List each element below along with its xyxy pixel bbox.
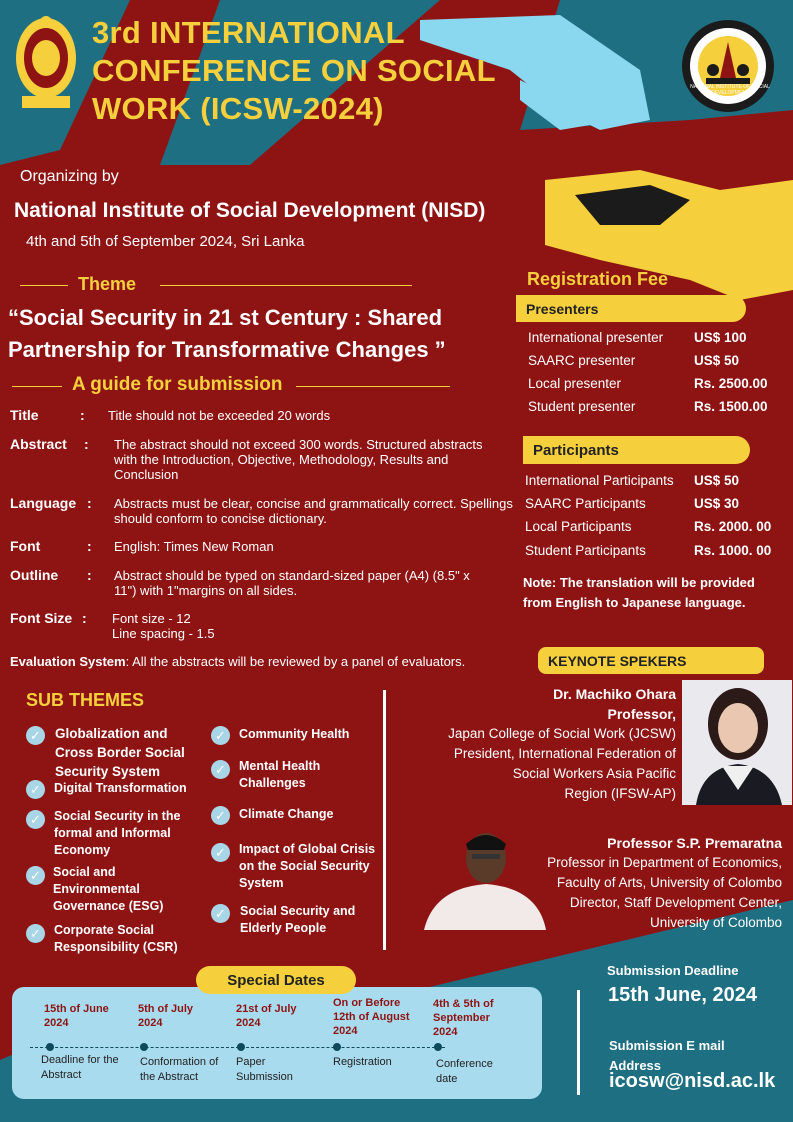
keynote-pill: KEYNOTE SPEKERS	[538, 647, 764, 674]
speaker-2-name: Professor S.P. Premaratna	[607, 835, 782, 851]
divider	[296, 386, 450, 387]
submission-email-link[interactable]: icosw@nisd.ac.lk	[609, 1070, 776, 1092]
timeline-dot	[140, 1043, 148, 1051]
fee-value: US$ 50	[694, 353, 740, 368]
guide-row-label: Font	[10, 538, 41, 554]
speaker-1	[400, 684, 676, 804]
timeline-dot	[333, 1043, 341, 1051]
speaker-1-title: Professor,	[607, 706, 676, 722]
participants-pill: Participants	[523, 436, 750, 464]
timeline-date: 5th of July 2024	[138, 1003, 194, 1029]
fee-value: Rs. 1500.00	[694, 399, 768, 414]
timeline-label: Conformation of the Abstract	[140, 1056, 219, 1083]
submission-email-label: Submission E mail Address	[609, 1038, 725, 1073]
guide-row-text: The abstract should not exceed 300 words. Structured abstracts with the Introduction, Objective, Methodology, Results and Conclusion	[114, 437, 483, 482]
sub-theme-item: Mental Health Challenges	[239, 759, 321, 790]
guide-row-text: English: Times New Roman	[114, 539, 274, 554]
speaker-1-name: Dr. Machiko Ohara	[553, 686, 676, 702]
check-icon: ✓	[26, 866, 45, 885]
submission-deadline-label: Submission Deadline	[607, 963, 739, 978]
theme-label: Theme	[78, 274, 137, 294]
registration-title: Registration Fee	[527, 269, 669, 289]
fee-name: Student presenter	[528, 399, 636, 414]
fee-value: US$ 50	[694, 473, 740, 488]
guide-row-label: Abstract	[10, 436, 67, 452]
timeline-date: 21st of July 2024	[236, 1003, 297, 1029]
sub-theme-item: Social Security in the formal and Informal Economy	[54, 809, 181, 857]
check-icon: ✓	[211, 806, 230, 825]
evaluation-text: : All the abstracts will be reviewed by a panel of evaluators.	[125, 654, 466, 669]
nisd-logo-icon	[680, 18, 776, 114]
check-icon: ✓	[26, 924, 45, 943]
divider	[160, 285, 412, 286]
fee-value: US$ 100	[694, 330, 747, 345]
guide-row-colon: :	[87, 567, 92, 583]
fee-value: US$ 30	[694, 496, 740, 511]
guide-row-label: Language	[10, 495, 77, 511]
speaker-1-line: Region (IFSW-AP)	[564, 786, 676, 801]
presenters-pill: Presenters	[516, 295, 746, 322]
timeline-label: Paper Submission	[236, 1056, 293, 1083]
timeline-dot	[237, 1043, 245, 1051]
timeline-date: 4th & 5th of September 2024	[433, 998, 494, 1038]
fee-name: Local presenter	[528, 376, 622, 391]
sub-theme-item: Digital Transformation	[54, 781, 187, 795]
check-icon: ✓	[26, 726, 45, 745]
divider	[12, 386, 62, 387]
fee-value: Rs. 2500.00	[694, 376, 768, 391]
organizer-name: National Institute of Social Development (NISD)	[14, 199, 486, 222]
check-icon: ✓	[211, 843, 230, 862]
speaker-1-line: Japan College of Social Work (JCSW)	[448, 726, 676, 741]
theme-text: “Social Security in 21 st Century : Shared Partnership for Transformative Changes ”	[8, 305, 446, 362]
sub-theme-item: Corporate Social Responsibility (CSR)	[54, 923, 178, 954]
check-icon: ✓	[211, 760, 230, 779]
check-icon: ✓	[26, 810, 45, 829]
guide-row-text: Abstracts must be clear, concise and grammatically correct. Spellings should conform to concise dictionary.	[114, 496, 513, 526]
speaker-2-line: Professor in Department of Economics,	[547, 855, 782, 870]
sub-theme-item: Social and Environmental Governance (ESG)	[53, 865, 164, 913]
sub-theme-item: Climate Change	[239, 807, 334, 821]
guide-label: A guide for submission	[72, 374, 283, 395]
check-icon: ✓	[211, 726, 230, 745]
guide-row-label: Outline	[10, 567, 59, 583]
special-dates-pill: Special Dates	[196, 966, 356, 994]
sub-theme-item: Impact of Global Crisis on the Social Security System	[239, 842, 376, 890]
speaker-1-line: Social Workers Asia Pacific	[512, 766, 676, 781]
fee-name: International Participants	[525, 473, 674, 488]
timeline-dot	[46, 1043, 54, 1051]
sub-theme-item: Social Security and Elderly People	[240, 904, 356, 935]
fee-name: International presenter	[528, 330, 664, 345]
fee-value: Rs. 2000. 00	[694, 519, 772, 534]
sri-lanka-emblem-icon	[12, 14, 80, 112]
translation-note: Note: The translation will be provided from English to Japanese language.	[523, 575, 755, 610]
speaker-1-line: President, International Federation of	[453, 746, 676, 761]
guide-row-label: Font Size	[10, 610, 73, 626]
timeline-label: Registration	[333, 1056, 392, 1068]
sub-themes-title: SUB THEMES	[26, 690, 145, 710]
check-icon: ✓	[211, 904, 230, 923]
guide-row-colon: :	[80, 407, 85, 423]
submission-deadline: 15th June, 2024	[608, 984, 757, 1006]
check-icon: ✓	[26, 780, 45, 799]
fee-name: Student Participants	[525, 543, 646, 558]
sub-theme-item: Globalization and Cross Border Social Security System	[55, 726, 185, 779]
speaker-1-photo	[682, 680, 792, 805]
guide-row-colon: :	[82, 610, 87, 626]
organizing-by-label: Organizing by	[20, 168, 119, 185]
speaker-2-line: Faculty of Arts, University of Colombo	[556, 875, 782, 890]
fee-name: Local Participants	[525, 519, 632, 534]
fee-name: SAARC Participants	[525, 496, 646, 511]
guide-row-label: Title	[10, 407, 39, 423]
guide-row-colon: :	[87, 495, 92, 511]
guide-row-text: Font size - 12 Line spacing - 1.5	[112, 611, 215, 641]
speaker-2-photo	[424, 826, 546, 930]
fee-name: SAARC presenter	[528, 353, 636, 368]
page-title: 3rd INTERNATIONAL CONFERENCE ON SOCIAL WORK (ICSW-2024)	[92, 15, 496, 126]
timeline-dot	[434, 1043, 442, 1051]
logo-caption: NATIONAL INSTITUTE OF SOCIAL DEVELOPMENT	[690, 84, 770, 96]
timeline-date: 15th of June 2024	[44, 1003, 109, 1029]
guide-row-text: Title should not be exceeded 20 words	[108, 408, 331, 423]
divider	[20, 285, 68, 286]
evaluation-system	[10, 654, 465, 669]
event-date-place: 4th and 5th of September 2024, Sri Lanka	[26, 233, 305, 250]
speaker-2-line: Director, Staff Development Center,	[569, 895, 782, 910]
guide-row-colon: :	[84, 436, 89, 452]
guide-row-colon: :	[87, 538, 92, 554]
fee-value: Rs. 1000. 00	[694, 543, 772, 558]
evaluation-label: Evaluation System	[10, 654, 126, 669]
guide-row-text: Abstract should be typed on standard-sized paper (A4) (8.5" x 11") with 1"margins on all sides.	[114, 568, 470, 598]
speaker-2-line: University of Colombo	[649, 915, 782, 930]
timeline-date: On or Before 12th of August 2024	[333, 997, 410, 1037]
timeline-label: Conference date	[436, 1058, 493, 1085]
sub-theme-item: Community Health	[239, 727, 350, 741]
timeline-label: Deadline for the Abstract	[41, 1054, 119, 1081]
